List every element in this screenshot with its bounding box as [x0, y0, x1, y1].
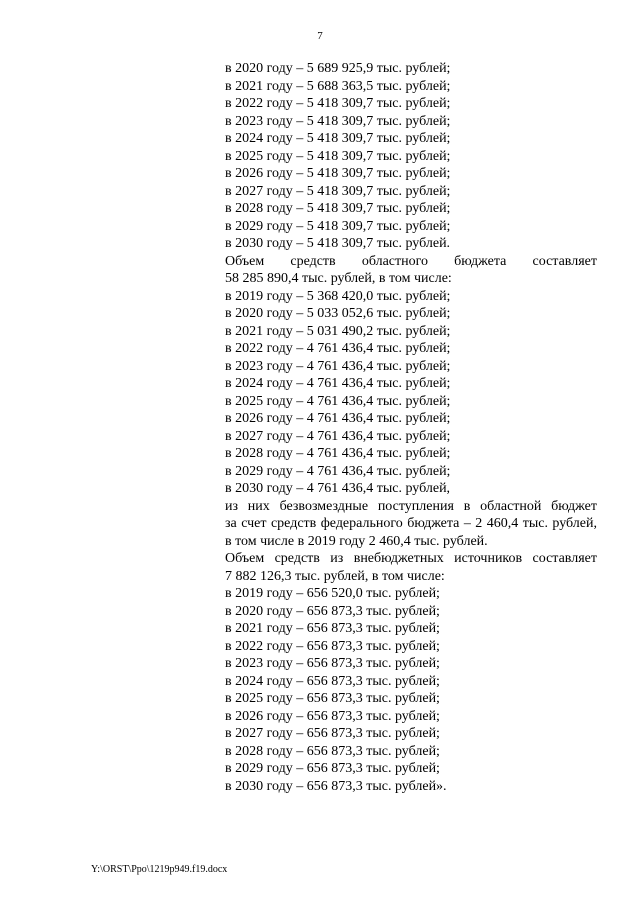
- budget-year-line: в 2028 году – 656 873,3 тыс. рублей;: [225, 743, 440, 759]
- budget-year-line: в 2024 году – 5 418 309,7 тыс. рублей;: [225, 131, 451, 146]
- budget-year-line: в 2029 году – 5 418 309,7 тыс. рублей;: [225, 218, 451, 234]
- budget-year-line: в 2019 году – 656 520,0 тыс. рублей;: [225, 586, 440, 601]
- budget-year-line: в 2026 году – 656 873,3 тыс. рублей;: [225, 708, 440, 724]
- budget-year-line: в 2025 году – 5 418 309,7 тыс. рублей;: [225, 148, 451, 164]
- budget-year-line: в 2025 году – 656 873,3 тыс. рублей;: [225, 691, 440, 706]
- budget-year-line: в 2025 году – 4 761 436,4 тыс. рублей;: [225, 393, 451, 409]
- budget-list-extrabudget: [225, 585, 597, 795]
- budget-year-line: в 2022 году – 4 761 436,4 тыс. рублей;: [225, 341, 451, 356]
- budget-year-line: в 2021 году – 656 873,3 тыс. рублей;: [225, 621, 440, 636]
- federal-note-line-1: из них безвозмездные поступления в областной бюджет: [225, 498, 597, 514]
- budget-year-line: в 2030 году – 4 761 436,4 тыс. рублей,: [225, 481, 451, 496]
- budget-year-line: в 2020 году – 656 873,3 тыс. рублей;: [225, 603, 440, 619]
- federal-note-line-2: за счет средств федерального бюджета – 2 460,4 тыс. рублей,: [225, 516, 597, 531]
- budget-year-line: в 2021 году – 5 031 490,2 тыс. рублей;: [225, 323, 451, 339]
- budget-year-line: в 2020 году – 5 033 052,6 тыс. рублей;: [225, 306, 451, 321]
- budget-year-line: в 2027 году – 5 418 309,7 тыс. рублей;: [225, 183, 451, 199]
- budget-year-line: в 2019 году – 5 368 420,0 тыс. рублей;: [225, 288, 451, 304]
- file-path-footer: Y:\ORST\Ppo\1219p949.f19.docx: [91, 864, 228, 875]
- extrabudget-intro: Объем средств из внебюджетных источников составляет: [225, 551, 597, 566]
- budget-year-line: в 2029 году – 656 873,3 тыс. рублей;: [225, 761, 440, 776]
- federal-note-line-3: в том числе в 2019 году 2 460,4 тыс. рублей.: [225, 533, 488, 549]
- budget-year-line: в 2027 году – 656 873,3 тыс. рублей;: [225, 726, 440, 741]
- regional-budget-intro: Объем средств областного бюджета составляет: [225, 253, 597, 269]
- budget-year-line: в 2022 году – 5 418 309,7 тыс. рублей;: [225, 96, 451, 111]
- budget-year-line: в 2023 году – 656 873,3 тыс. рублей;: [225, 656, 440, 671]
- budget-year-line: в 2027 году – 4 761 436,4 тыс. рублей;: [225, 428, 451, 444]
- budget-year-line: в 2030 году – 656 873,3 тыс. рублей».: [225, 778, 447, 794]
- budget-year-line: в 2023 году – 4 761 436,4 тыс. рублей;: [225, 358, 451, 374]
- regional-budget-total: 58 285 890,4 тыс. рублей, в том числе:: [225, 271, 452, 286]
- budget-year-line: в 2020 году – 5 689 925,9 тыс. рублей;: [225, 61, 451, 76]
- budget-year-line: в 2026 году – 4 761 436,4 тыс. рублей;: [225, 411, 451, 426]
- budget-year-line: в 2023 году – 5 418 309,7 тыс. рублей;: [225, 113, 451, 129]
- budget-list-regional: [225, 288, 597, 498]
- budget-year-line: в 2024 году – 656 873,3 тыс. рублей;: [225, 673, 440, 689]
- extrabudget-total: 7 882 126,3 тыс. рублей, в том числе:: [225, 568, 445, 584]
- document-body: [225, 60, 597, 795]
- page-number: 7: [317, 30, 323, 42]
- budget-year-line: в 2030 году – 5 418 309,7 тыс. рублей.: [225, 236, 451, 251]
- budget-year-line: в 2021 году – 5 688 363,5 тыс. рублей;: [225, 78, 451, 94]
- budget-year-line: в 2024 году – 4 761 436,4 тыс. рублей;: [225, 376, 451, 391]
- budget-year-line: в 2026 году – 5 418 309,7 тыс. рублей;: [225, 166, 451, 181]
- budget-list-total: [225, 60, 597, 253]
- budget-year-line: в 2028 году – 5 418 309,7 тыс. рублей;: [225, 201, 451, 216]
- budget-year-line: в 2028 году – 4 761 436,4 тыс. рублей;: [225, 446, 451, 461]
- budget-year-line: в 2029 году – 4 761 436,4 тыс. рублей;: [225, 463, 451, 479]
- budget-year-line: в 2022 году – 656 873,3 тыс. рублей;: [225, 638, 440, 654]
